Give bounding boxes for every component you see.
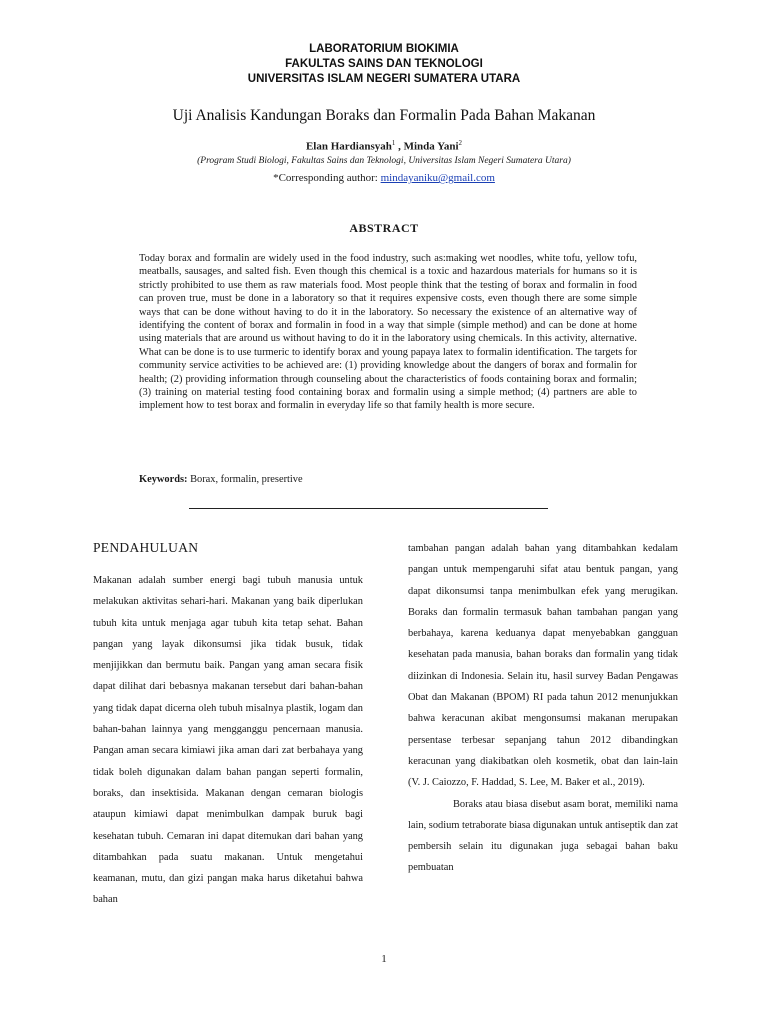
author-2: Minda Yani xyxy=(403,140,459,153)
right-column xyxy=(408,538,678,879)
section-divider xyxy=(189,508,548,509)
corresponding-label: *Corresponding author: xyxy=(273,172,381,184)
author-2-affil-mark: 2 xyxy=(458,139,463,147)
corresponding-email-link[interactable]: mindayaniku@gmail.com xyxy=(380,172,495,184)
keywords-value: Borax, formalin, presertive xyxy=(187,474,303,485)
keywords xyxy=(139,474,637,485)
author-1: Elan Hardiansyah xyxy=(305,140,392,153)
institution-line-3: UNIVERSITAS ISLAM NEGERI SUMATERA UTARA xyxy=(247,73,521,85)
page-number: 1 xyxy=(381,953,387,965)
intro-paragraph-2: tambahan pangan adalah bahan yang ditambahkan kedalam pangan untuk mempengaruhi sifat atau bentuk pangan, yang dapat dikonsumsi tanpa menimbulkan efek yang merugikan. Boraks dan formalin termasuk bahan tambahan pangan yang berbahaya, karena keduanya dapat menyebabkan gangguan kesehatan pada manusia, bahan boraks dan formalin yang tidak diizinkan di Indonesia. Selain itu, hasil survey Badan Pengawas Obat dan Makanan (BPOM) RI pada tahun 2012 menunjukkan bahwa keracunan akibat mengonsumsi makanan merupakan persentase terbesar sepanjang tahun 2012 dibandingkan keracunan yang diakibatkan oleh kosmetik, obat dan lain-lain (V. J. Caiozzo, F. Haddad, S. Lee, M. Baker et al., 2019). xyxy=(408,543,678,789)
abstract-heading: ABSTRACT xyxy=(349,221,419,235)
institution-line-1: LABORATORIUM BIOKIMIA xyxy=(309,43,459,55)
abstract-text: Today borax and formalin are widely used in the food industry, such as:making wet noodles, white tofu, yellow tofu, meatballs, sausages, and salted fish. Even though this chemical is a toxic and hazardous materials for humans so it is strictly prohibited to use them as raw materials food. Most people think that the testing of borax and formalin in food can proven true, must be done in a laboratory so that it requires expensive costs, even though there are some simple ways that can be done without having to do it in the laboratory. So necessary the existence of an alternative way of identifying the content of borax and formalin in food in a way that simple (simple method) and can be done at home using materials that are around us without having to do it in the laboratory using chemicals. In this activity, alternative. What can be done is to use turmeric to identify borax and young papaya latex to formalin identification. The targets for community service activities to be achieved are: (1) providing knowledge about the dangers of borax and formalin for health; (2) providing information through counseling about the characteristics of foods containing borax and formalin; (3) training on material testing food containing borax and formalin using a simple method; (4) partners are able to implement how to test borax and formalin in everyday life so that family health is more secure. xyxy=(139,253,637,412)
paper-title: Uji Analisis Kandungan Boraks dan Formalin Pada Bahan Makanan xyxy=(172,107,596,124)
author-list xyxy=(0,139,768,153)
corresponding-author xyxy=(0,172,768,184)
intro-paragraph-1: Makanan adalah sumber energi bagi tubuh manusia untuk melakukan aktivitas sehari-hari. Makanan yang baik diperlukan tubuh kita untuk menjaga agar tubuh kita tetap sehat. Bahan pangan yang layak dikonsumsi jika tidak busuk, tidak menjijikkan dan bermutu baik. Pangan yang aman secara fisik dapat dilihat dari bebasnya makanan tersebut dari bahan-bahan yang tidak dapat dicerna oleh tubuh misalnya plastik, logam dan bahan-bahan lainnya yang mengganggu pencernaan manusia. Pangan aman secara kimiawi jika aman dari zat berbahaya yang tidak boleh digunakan dalam bahan pangan seperti formalin, boraks, dan insektisida. Makanan dengan cemaran biologis ataupun kimiawi dapat menimbulkan dampak buruk bagi kesehatan tubuh. Cemaran ini dapat ditemukan dari bahan yang ditambahkan pada suatu makanan. Untuk mengetahui keamanan, mutu, dan gizi pangan maka harus diketahui bahwa bahan xyxy=(93,575,363,906)
intro-paragraph-3: Boraks atau biasa disebut asam borat, memiliki nama lain, sodium tetraborate biasa digunakan untuk antiseptik dan zat pembersih selain itu digunakan juga sebagai bahan baku pembuatan xyxy=(408,798,678,874)
keywords-label: Keywords: xyxy=(139,474,188,485)
left-column xyxy=(93,570,363,911)
section-heading: PENDAHULUAN xyxy=(93,540,199,555)
author-1-affil-mark: 1 xyxy=(391,139,396,147)
author-separator: , xyxy=(395,140,404,153)
institution-line-2: FAKULTAS SAINS DAN TEKNOLOGI xyxy=(285,58,483,70)
affiliation: (Program Studi Biologi, Fakultas Sains dan Teknologi, Universitas Islam Negeri Sumatera Utara) xyxy=(197,156,571,166)
